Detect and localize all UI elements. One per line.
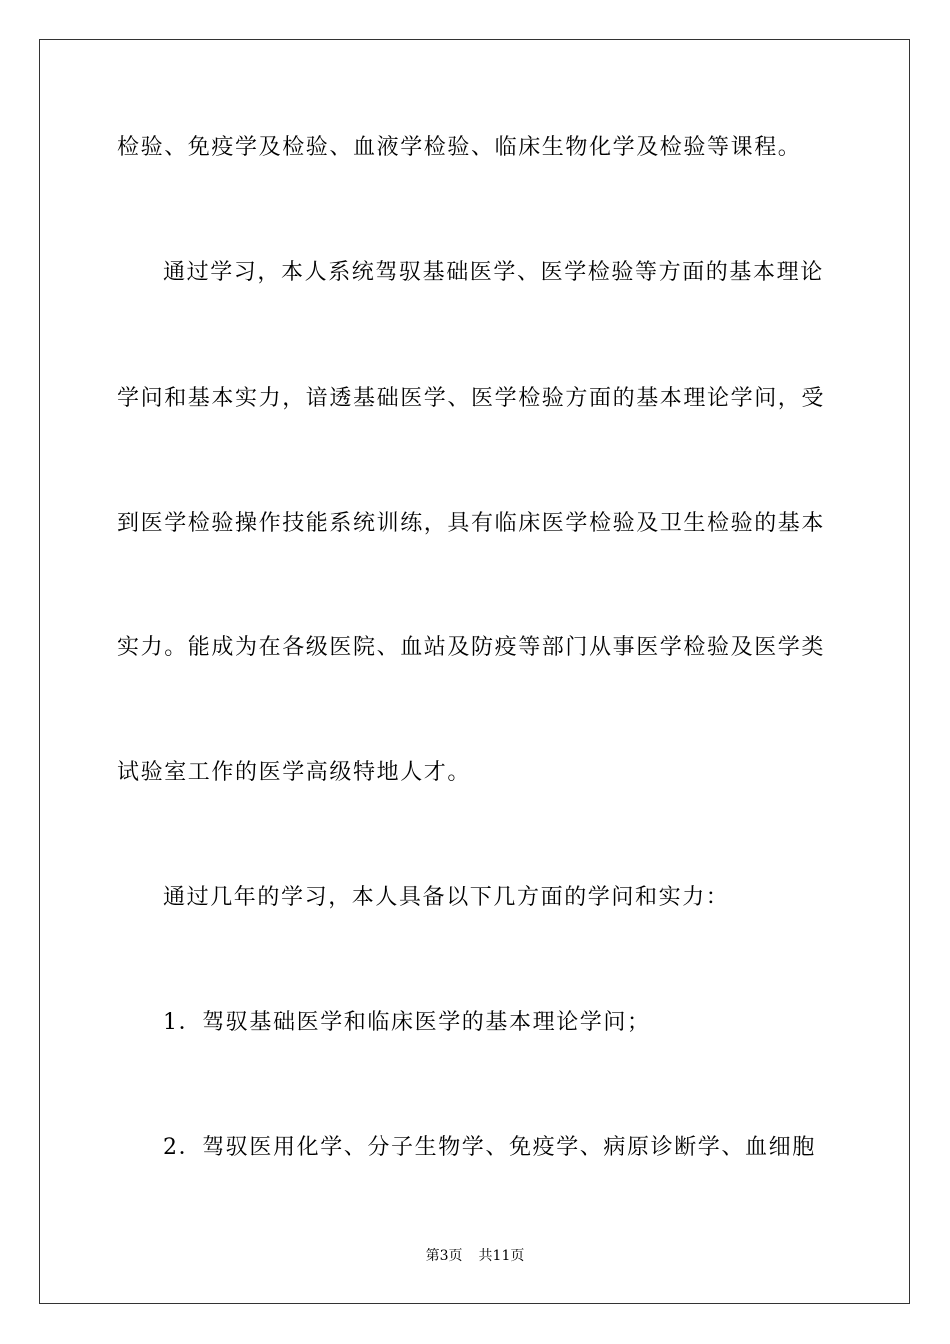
- list-item: 1．驾驭基础医学和临床医学的基本理论学问；: [163, 1010, 651, 1035]
- list-item: 2．驾驭医用化学、分子生物学、免疫学、病原诊断学、血细胞: [163, 1135, 816, 1160]
- page-footer: [0, 1247, 950, 1265]
- body-text-line: 试验室工作的医学高级特地人才。: [117, 760, 472, 785]
- body-text-line: 通过几年的学习，本人具备以下几方面的学问和实力：: [163, 885, 730, 910]
- body-text-line: 到医学检验操作技能系统训练，具有临床医学检验及卫生检验的基本: [117, 511, 826, 536]
- page-number: 第3页: [425, 1248, 463, 1264]
- body-text-line: 通过学习，本人系统驾驭基础医学、医学检验等方面的基本理论: [163, 260, 824, 285]
- body-text-line: 检验、免疫学及检验、血液学检验、临床生物化学及检验等课程。: [117, 135, 802, 160]
- body-text-line: 实力。能成为在各级医院、血站及防疫等部门从事医学检验及医学类: [117, 635, 826, 660]
- page-border: [39, 39, 910, 1304]
- page-total: 共11页: [478, 1248, 525, 1264]
- body-text-line: 学问和基本实力，谙透基础医学、医学检验方面的基本理论学问，受: [117, 386, 826, 411]
